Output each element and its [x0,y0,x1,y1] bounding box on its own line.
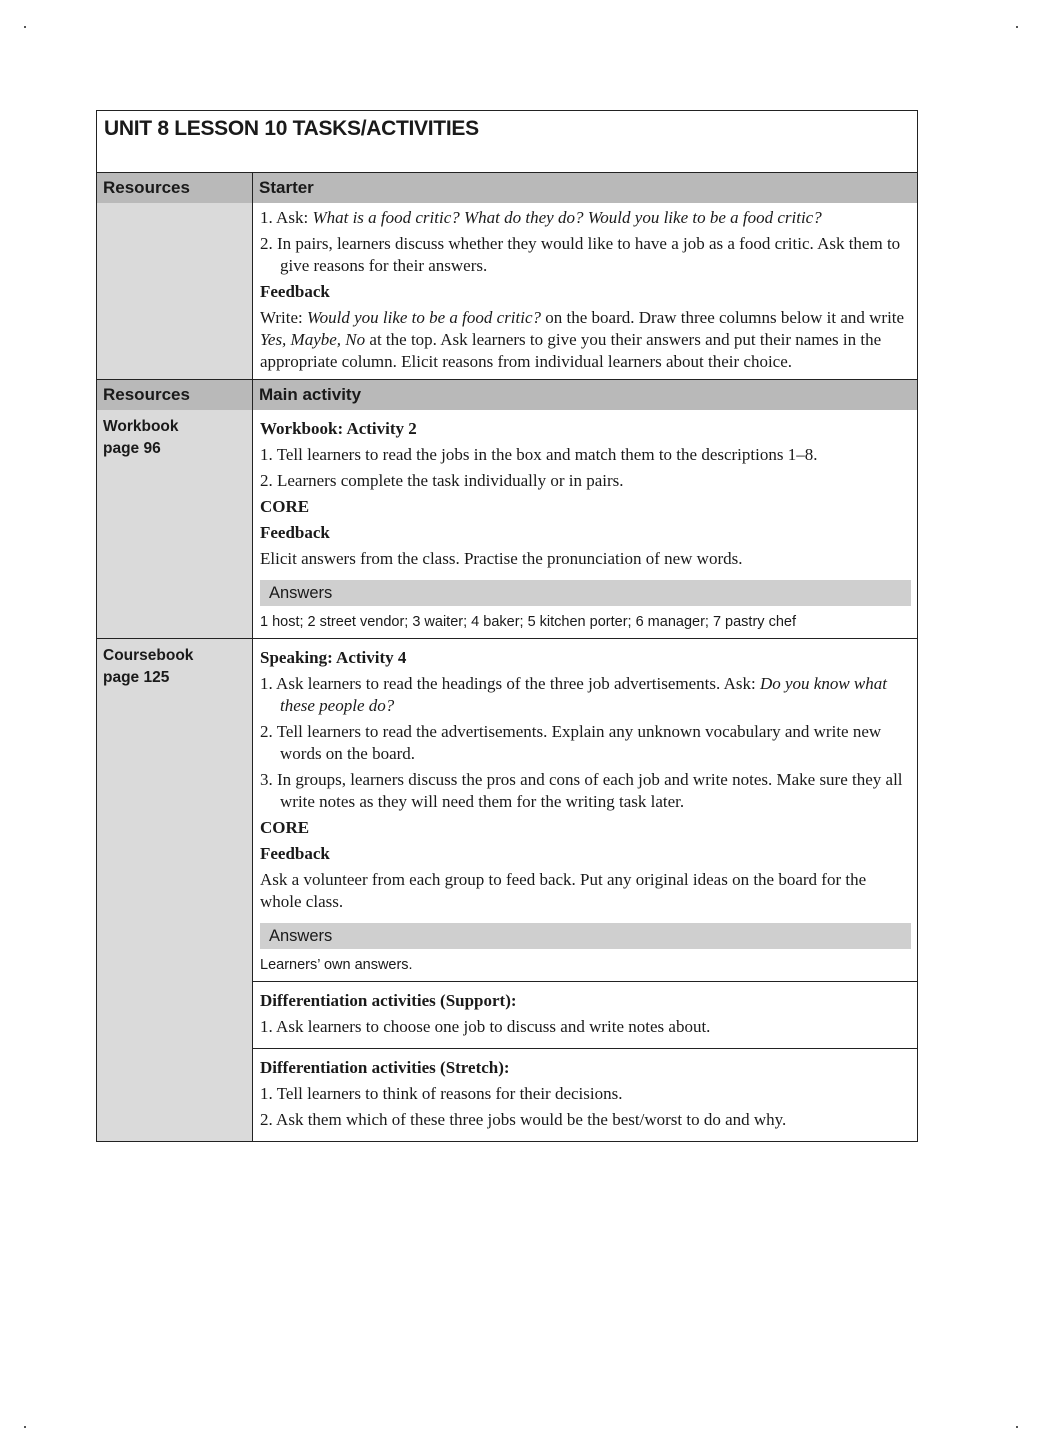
support-label: Differentiation activities (Support): [260,991,517,1010]
page-title: UNIT 8 LESSON 10 TASKS/ACTIVITIES [97,111,917,173]
starter-body-row [97,203,917,380]
coursebook-item-1: 1. Ask learners to read the headings of the three job advertisements. Ask: Do you know what these people do? [260,674,887,715]
starter-feedback-text: Write: Would you like to be a food critic? on the board. Draw three columns below it and write Yes, Maybe, No at the top. Ask learners to give you their answers and put their names in the appropriate column. Elicit reasons from individual learners about their choice. [260,308,905,371]
stretch-label: Differentiation activities (Stretch): [260,1058,510,1077]
resources-header-main: Resources [97,380,253,410]
workbook-resource-line1: Workbook [103,418,179,435]
main-activity-header: Main activity [253,380,917,410]
lesson-plan-table [96,110,918,1142]
coursebook-item-3: 3. In groups, learners discuss the pros and cons of each job and write notes. Make sure they all write notes as they will need them for the writing task later. [260,770,903,811]
workbook-feedback-text: Elicit answers from the class. Practise the pronunciation of new words. [260,549,743,568]
workbook-activity-title: Workbook: Activity 2 [260,419,417,438]
coursebook-answers-header: Answers [260,923,911,949]
crop-mark-bottom-right [1016,1426,1018,1428]
coursebook-content [253,639,917,981]
starter-item-2: 2. In pairs, learners discuss whether they would like to have a job as a food critic. Ask them to give reasons for their answers. [260,234,901,275]
starter-feedback-label: Feedback [260,282,330,301]
workbook-item-2: 2. Learners complete the task individually or in pairs. [260,471,624,490]
workbook-resource [97,410,253,638]
coursebook-answers-text: Learners’ own answers. [260,957,413,973]
coursebook-feedback-label: Feedback [260,844,330,863]
coursebook-row [97,639,917,1141]
workbook-item-1: 1. Tell learners to read the jobs in the box and match them to the descriptions 1–8. [260,445,818,464]
coursebook-resource [97,639,253,1141]
workbook-answers-text: 1 host; 2 street vendor; 3 waiter; 4 baker; 5 kitchen porter; 6 manager; 7 pastry chef [260,614,796,630]
stretch-item-2: 2. Ask them which of these three jobs would be the best/worst to do and why. [260,1110,787,1129]
workbook-core-label: CORE [260,497,310,516]
workbook-answers-header: Answers [260,580,911,606]
crop-mark-top-right [1016,26,1018,28]
starter-header-row [97,173,917,203]
support-item-1: 1. Ask learners to choose one job to discuss and write notes about. [260,1017,711,1036]
coursebook-item-2: 2. Tell learners to read the advertisements. Explain any unknown vocabulary and write new words on the board. [260,722,882,763]
resources-header-starter: Resources [97,173,253,203]
support-section [253,981,917,1048]
crop-mark-bottom-left [24,1426,26,1428]
starter-resources-cell [97,203,253,379]
coursebook-activity-title: Speaking: Activity 4 [260,648,407,667]
stretch-item-1: 1. Tell learners to think of reasons for their decisions. [260,1084,623,1103]
coursebook-feedback-text: Ask a volunteer from each group to feed back. Put any original ideas on the board for the whole class. [260,870,867,911]
main-activity-header-row [97,380,917,410]
starter-content [253,203,917,379]
workbook-resource-line2: page 96 [103,440,161,457]
stretch-section [253,1048,917,1141]
starter-item-1: 1. Ask: What is a food critic? What do they do? Would you like to be a food critic? [260,208,822,227]
workbook-row [97,410,917,639]
coursebook-core-label: CORE [260,818,310,837]
coursebook-resource-line1: Coursebook [103,647,194,664]
crop-mark-top-left [24,26,26,28]
workbook-content [253,410,917,638]
starter-header: Starter [253,173,917,203]
workbook-feedback-label: Feedback [260,523,330,542]
coursebook-resource-line2: page 125 [103,669,170,686]
coursebook-column [253,639,917,1141]
